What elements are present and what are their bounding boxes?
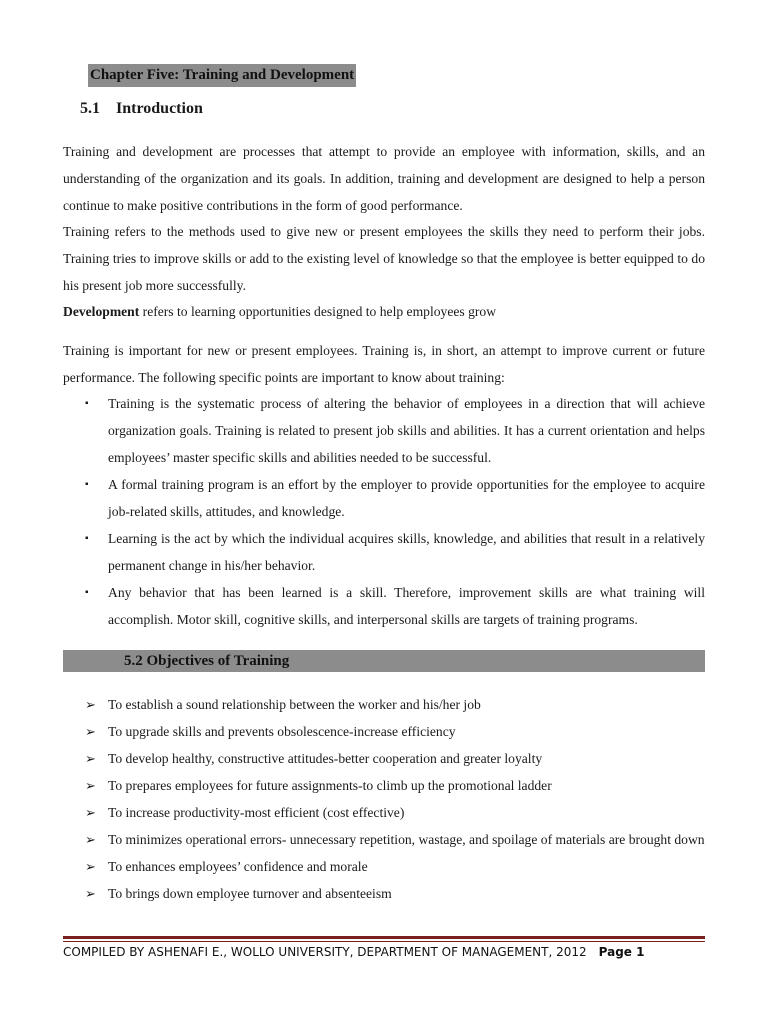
square-bullet-icon: ▪ [85,398,89,409]
chapter-title: Chapter Five: Training and Development [88,64,356,87]
square-bullet-icon: ▪ [85,587,89,598]
list-item [85,826,705,853]
objectives-heading: 5.2 Objectives of Training [124,653,290,669]
arrow-bullet-icon: ➢ [85,724,96,739]
list-item [85,880,705,907]
list-item-text: To upgrade skills and prevents obsolescence-increase efficiency [108,724,456,739]
list-item [63,471,705,525]
paragraph-definition: Training and development are processes that attempt to provide an employee with information, skills, and an understanding of the organization and its goals. In addition, training and development are designed to help a person continue to make positive contributions in the form of good performance. [63,144,705,213]
list-item [85,718,705,745]
section-title: Introduction [116,100,203,117]
development-term: Development [63,304,140,319]
list-item-text: To develop healthy, constructive attitudes-better cooperation and greater loyalty [108,751,543,766]
list-item [63,579,705,633]
arrow-bullet-icon: ➢ [85,832,96,847]
section-heading-introduction [80,98,203,120]
list-item-text: To brings down employee turnover and absenteeism [108,886,392,901]
arrow-bullet-icon: ➢ [85,805,96,820]
list-item [63,525,705,579]
list-item [85,691,705,718]
list-item [85,799,705,826]
footer-divider-thick [63,936,705,939]
objectives-heading-band [63,650,705,672]
list-item-text: A formal training program is an effort by the employer to provide opportunities for the employee to acquire job-related skills, attitudes, and knowledge. [108,477,705,519]
list-item-text: To prepares employees for future assignments-to climb up the promotional ladder [108,778,552,793]
development-definition: refers to learning opportunities designed to help employees grow [139,304,497,319]
arrow-bullet-icon: ➢ [85,751,96,766]
training-points-list [63,390,705,633]
list-item-text: Training is the systematic process of altering the behavior of employees in a direction that will achieve organization goals. Training is related to present job skills and abilities. It has a current orientation and helps employees’ master specific skills and abilities needed to be successful. [108,396,705,465]
paragraph-training: Training refers to the methods used to give new or present employees the skills they need to perform their jobs. Training tries to improve skills or add to the existing level of knowledge so that the employee is better equipped to do his present job more successfully. [63,224,705,293]
page-footer [63,943,644,961]
paragraph-importance: Training is important for new or present employees. Training is, in short, an attempt to improve current or future performance. The following specific points are important to know about training: [63,343,705,385]
list-item-text: To enhances employees’ confidence and morale [108,859,368,874]
list-item-text: Any behavior that has been learned is a skill. Therefore, improvement skills are what training will accomplish. Motor skill, cognitive skills, and interpersonal skills are targets of training programs. [108,585,705,627]
arrow-bullet-icon: ➢ [85,859,96,874]
square-bullet-icon: ▪ [85,533,89,544]
arrow-bullet-icon: ➢ [85,697,96,712]
list-item-text: Learning is the act by which the individual acquires skills, knowledge, and abilities that result in a relatively permanent change in his/her behavior. [108,531,705,573]
page-number: Page 1 [598,945,645,959]
list-item [85,853,705,880]
arrow-bullet-icon: ➢ [85,886,96,901]
objectives-list [85,691,705,907]
arrow-bullet-icon: ➢ [85,778,96,793]
list-item-text: To increase productivity-most efficient (cost effective) [108,805,405,820]
square-bullet-icon: ▪ [85,479,89,490]
list-item [85,745,705,772]
list-item-text: To minimizes operational errors- unnecessary repetition, wastage, and spoilage of materials are brought down [108,832,705,847]
section-number: 5.1 [80,100,100,117]
list-item [85,772,705,799]
list-item-text: To establish a sound relationship between the worker and his/her job [108,697,481,712]
footer-credit: COMPILED BY ASHENAFI E., WOLLO UNIVERSITY, DEPARTMENT OF MANAGEMENT, 2012 [63,945,587,959]
list-item [63,390,705,471]
paragraph-development [63,298,705,325]
footer-divider-thin [63,941,705,942]
